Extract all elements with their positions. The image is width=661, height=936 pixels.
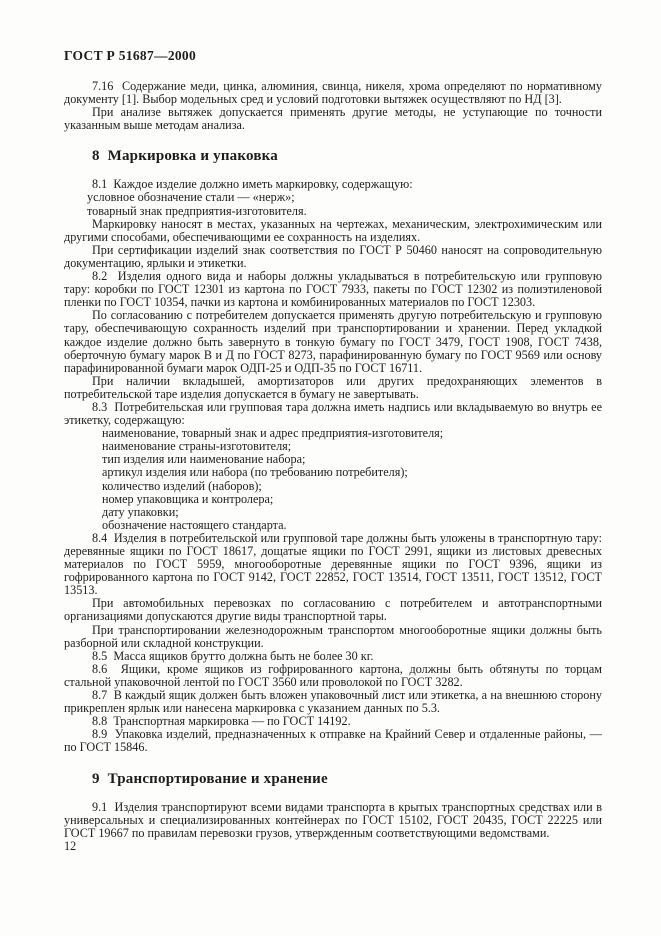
clause-8-5: 8.5 Масса ящиков брутто должна быть не более 30 кг. (92, 648, 374, 663)
document-body (64, 80, 602, 853)
para-marking-application: Маркировку наносят в местах, указанных на чертежах, механическим, электрохимическим или другими способами, обеспечивающими ее сохранность на изделиях. (64, 216, 602, 244)
label-item-name-trademark-address: наименование, товарный знак и адрес предприятия-изготовителя; (102, 426, 444, 441)
para-other-analysis-methods: При анализе вытяжек допускается применять другие методы, не уступающие по точности указанным выше методам анализа. (64, 105, 602, 133)
clause-8-4: 8.4 Изделия в потребительской или групповой таре должны быть уложены в транспортную тару: деревянные ящики по ГОСТ 18617, дощатые ящики по ГОСТ 2991, ящики из листовых древесных материалов по ГОСТ 5959, многооборотные деревянные ящики по ГОСТ 9396, ящики из гофрированного картона по ГОСТ 9142, ГОСТ 22852, ГОСТ 13514, ГОСТ 13511, ГОСТ 13512, ГОСТ 13513. (64, 530, 602, 598)
heading-section-9-transport-storage: 9 Транспортирование и хранение (92, 770, 328, 787)
clause-8-2: 8.2 Изделия одного вида и наборы должны укладываться в потребительскую или групповую тару: коробки по ГОСТ 12301 из картона по ГОСТ 7933, пакеты по ГОСТ 12302 из полиэтиленовой пленки по ГОСТ 10354, пачки из картона и комбинированных материалов по ГОСТ 12303. (64, 269, 602, 310)
para-inserts-no-wrapping: При наличии вкладышей, амортизаторов или других предохраняющих элементов в потребительской таре изделия допускается в бумагу не завертывать. (64, 373, 602, 401)
para-rail-transport-boxes: При транспортировании железнодорожным транспортом многооборотные ящики должны быть разборной или складной конструкции. (64, 622, 602, 650)
clause-8-1: 8.1 Каждое изделие должно иметь маркировку, содержащую: (92, 177, 413, 192)
label-item-standard-designation: обозначение настоящего стандарта. (102, 517, 287, 532)
clause-9-1: 9.1 Изделия транспортируют всеми видами транспорта в крытых транспортных средствах или в универсальных и специализированных контейнерах по ГОСТ 15102, ГОСТ 20435, ГОСТ 22225 или ГОСТ 19667 по правилам перевозки грузов, утвержденным соответствующими ведомствами. (64, 799, 602, 840)
label-item-article-number: артикул изделия или набора (по требованию потребителя); (102, 465, 408, 480)
label-item-country: наименование страны-изготовителя; (102, 439, 292, 454)
document-header-standard-number: ГОСТ Р 51687—2000 (64, 48, 197, 63)
heading-section-8-marking-packaging: 8 Маркировка и упаковка (92, 148, 278, 165)
clause-7-16: 7.16 Содержание меди, цинка, алюминия, свинца, никеля, хрома определяют по нормативному документу [1]. Выбор модельных сред и условий подготовки вытяжек осуществляют по НД [3]. (64, 79, 602, 107)
clause-8-8: 8.8 Транспортная маркировка — по ГОСТ 14192. (92, 714, 351, 729)
clause-8-9: 8.9 Упаковка изделий, предназначенных к отправке на Крайний Север и отдаленные районы, — по ГОСТ 15846. (64, 727, 602, 755)
clause-8-7: 8.7 В каждый ящик должен быть вложен упаковочный лист или этикетка, а на внешнюю сторону прикреплен ярлык или нанесена маркировка с указанием данных по 5.3. (64, 688, 602, 716)
para-certification-mark: При сертификации изделий знак соответствия по ГОСТ Р 50460 наносят на сопроводительную документацию, ярлыки и этикетки. (64, 242, 602, 270)
list-item-manufacturer-trademark: товарный знак предприятия-изготовителя. (87, 203, 307, 218)
label-item-quantity: количество изделий (наборов); (102, 478, 262, 493)
label-item-packer-inspector-number: номер упаковщика и контролера; (102, 491, 274, 506)
para-road-transport-packaging: При автомобильных перевозках по согласованию с потребителем и автотранспортными организациями допускаются другие виды транспортной тары. (64, 596, 602, 624)
list-item-steel-designation: условное обозначение стали — «нерж»; (87, 190, 295, 205)
page-number: 12 (64, 838, 77, 853)
label-item-product-type: тип изделия или наименование набора; (102, 452, 306, 467)
clause-8-3: 8.3 Потребительская или групповая тара должна иметь надпись или вкладываемую во внутрь ее этикетку, содержащую: (64, 399, 602, 428)
clause-8-6: 8.6 Ящики, кроме ящиков из гофрированного картона, должны быть обтянуты по торцам стальной упаковочной лентой по ГОСТ 3560 или проволокой по ГОСТ 3282. (64, 661, 602, 689)
para-alternative-consumer-packaging: По согласованию с потребителем допускается применять другую потребительскую и групповую тару, обеспечивающую сохранность изделий при транспортировании и хранении. Перед укладкой каждое изделие должно быть завернуто в тонкую бумагу по ГОСТ 3479, ГОСТ 1908, ГОСТ 7438, оберточную бумагу марок В и Д по ГОСТ 8273, парафинированную бумагу по ГОСТ 9569 или основу парафинированной бумаги марок ОДП-25 и ОДП-35 по ГОСТ 16711. (64, 308, 602, 375)
label-item-packing-date: дату упаковки; (102, 504, 179, 519)
